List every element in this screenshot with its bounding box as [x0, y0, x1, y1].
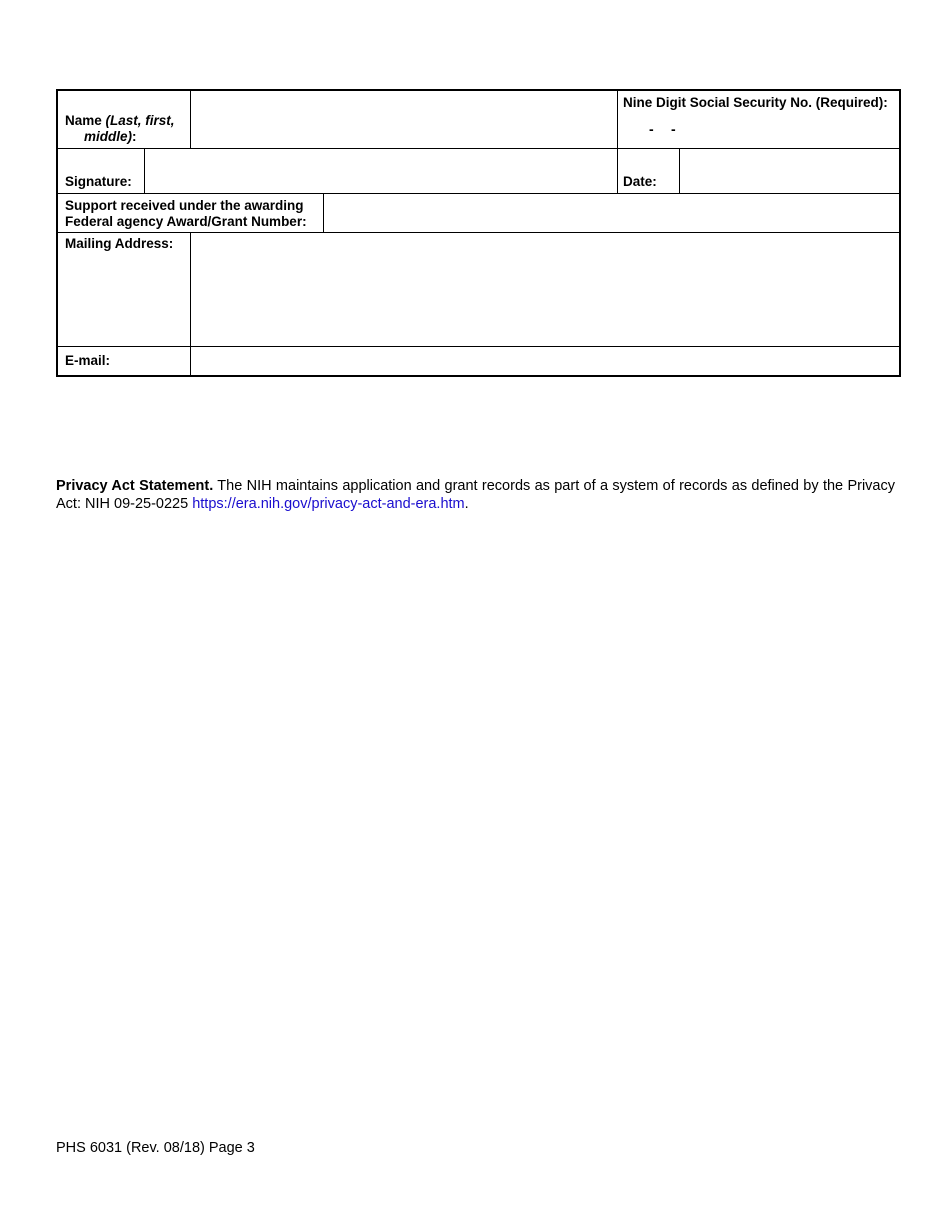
- signature-label: Signature:: [65, 174, 132, 189]
- privacy-act-statement: [56, 477, 895, 513]
- date-label-cell: [617, 149, 680, 193]
- date-input[interactable]: [680, 149, 899, 193]
- name-input[interactable]: [191, 91, 618, 148]
- name-label: Name (Last, first,: [65, 113, 175, 128]
- mailing-label: Mailing Address:: [65, 236, 174, 251]
- date-label: Date:: [623, 174, 657, 189]
- support-label-cell: [58, 194, 324, 232]
- signature-row: [58, 149, 899, 194]
- name-label-cell: [58, 91, 191, 148]
- page-footer: PHS 6031 (Rev. 08/18) Page 3: [56, 1140, 255, 1156]
- mailing-row: [58, 233, 899, 347]
- email-label: E-mail:: [65, 353, 111, 368]
- ssn-input[interactable]: [617, 113, 899, 148]
- privacy-body: The NIH maintains application and grant records as part of a system of records as defined by the Privacy Act: NIH 09-25-0225: [56, 478, 895, 512]
- ssn-dash-2: -: [671, 121, 676, 137]
- email-input[interactable]: [191, 347, 899, 375]
- ssn-label: Nine Digit Social Security No. (Required):: [623, 95, 888, 110]
- name-row: [58, 91, 899, 149]
- privacy-end: .: [464, 496, 469, 512]
- email-label-cell: [58, 347, 191, 375]
- ssn-cell: [617, 91, 899, 148]
- name-label-line2: middle):: [84, 129, 137, 144]
- ssn-dash-1: -: [649, 121, 654, 137]
- mailing-label-cell: [58, 233, 191, 346]
- privacy-heading: Privacy Act Statement.: [56, 478, 214, 494]
- applicant-info-form: [56, 89, 901, 377]
- signature-label-cell: [58, 149, 145, 193]
- support-label-line1: Support received under the awarding: [65, 198, 304, 213]
- grant-number-input[interactable]: [324, 194, 899, 232]
- privacy-link[interactable]: https://era.nih.gov/privacy-act-and-era.htm: [192, 496, 465, 512]
- mailing-address-input[interactable]: [191, 233, 899, 346]
- signature-input[interactable]: [145, 149, 618, 193]
- support-row: [58, 194, 899, 233]
- support-label-line2: Federal agency Award/Grant Number:: [65, 214, 307, 229]
- email-row: [58, 347, 899, 375]
